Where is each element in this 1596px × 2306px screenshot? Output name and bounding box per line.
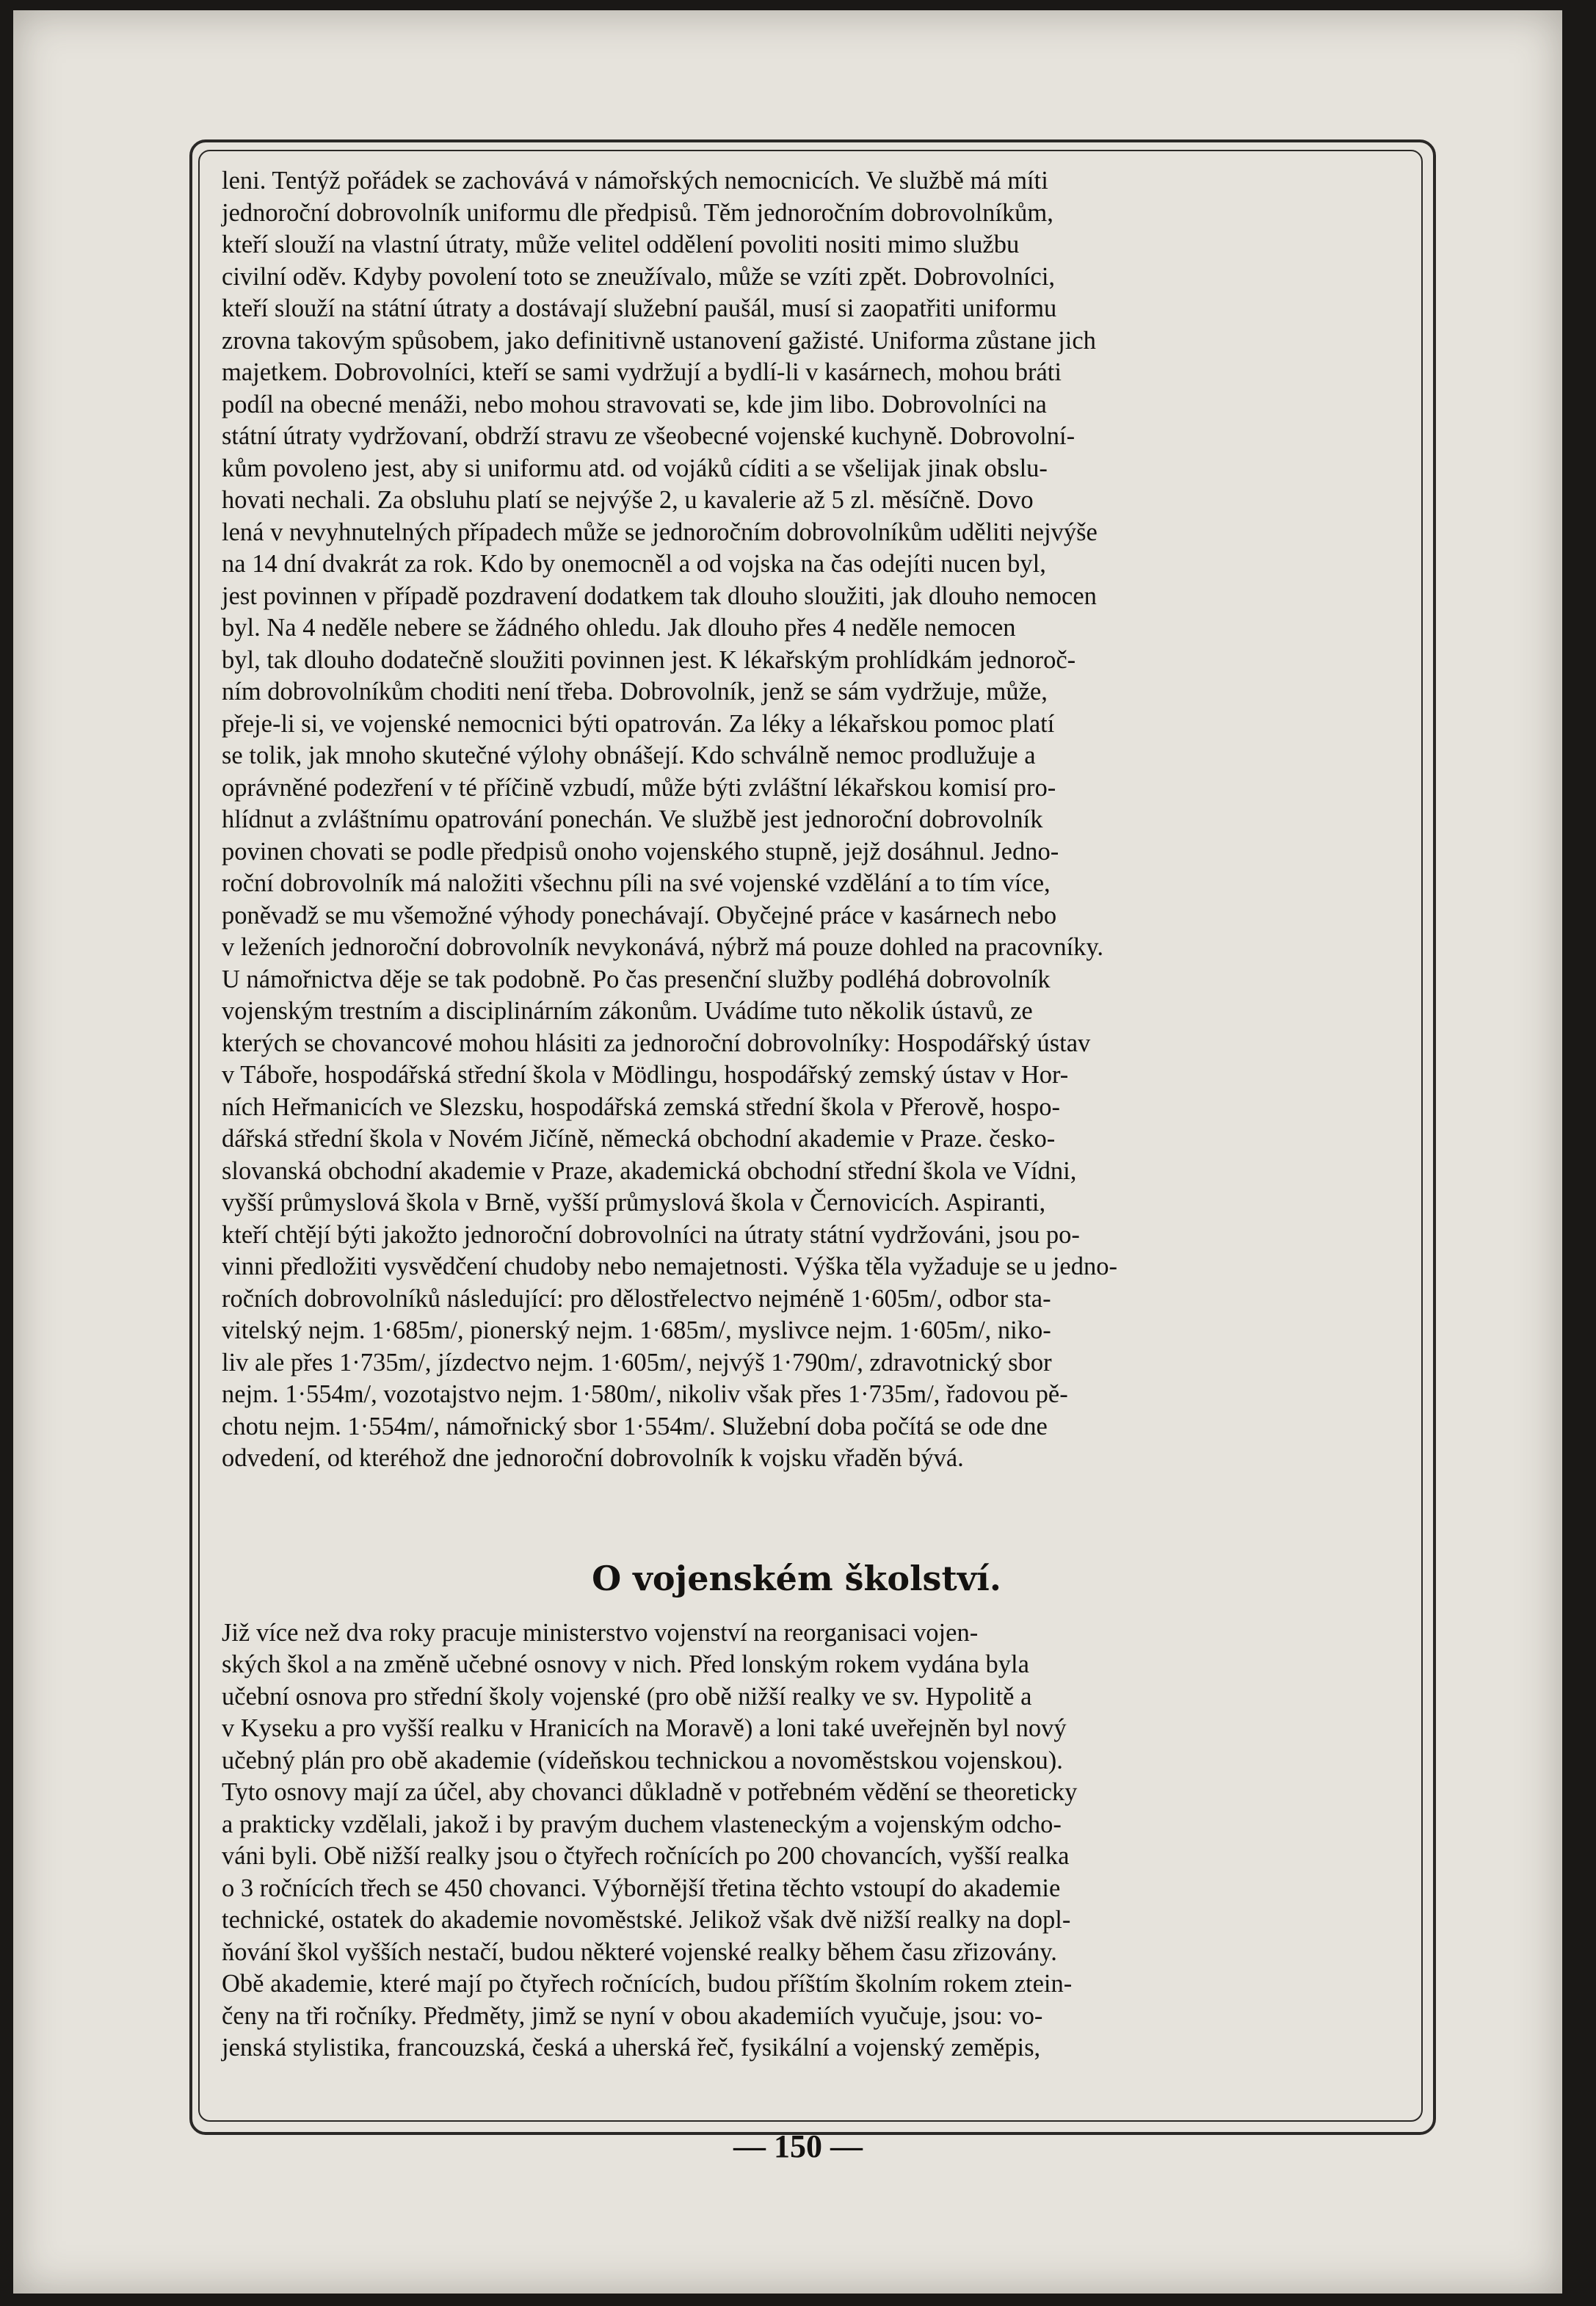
text-line: ním dobrovolníkům choditi není třeba. Dobrovolník, jenž se sám vydržuje, může, bbox=[222, 678, 1048, 706]
text-line: technické, ostatek do akademie novoměstské. Jelikož však dvě nižší realky na dopl- bbox=[222, 1906, 1071, 1934]
text-line: vojenským trestním a disciplinárním zákonům. Uvádíme tuto několik ústavů, ze bbox=[222, 997, 1033, 1025]
text-line: učební osnova pro střední školy vojenské (pro obě nižší realky ve sv. Hypolitě a bbox=[222, 1682, 1032, 1711]
text-line: slovanská obchodní akademie v Praze, akademická obchodní střední škola ve Vídni, bbox=[222, 1156, 1077, 1185]
text-line: v leženích jednoroční dobrovolník nevykonává, nýbrž má pouze dohled na pracovníky. bbox=[222, 933, 1104, 961]
text-line: kterých se chovancové mohou hlásiti za jednoroční dobrovolníky: Hospodářský ústav bbox=[222, 1029, 1091, 1057]
text-line: dářská střední škola v Novém Jičíně, německá obchodní akademie v Praze. česko- bbox=[222, 1125, 1056, 1153]
text-line: přeje-li si, ve vojenské nemocnici býti opatrován. Za léky a lékařskou pomoc platí bbox=[222, 709, 1055, 738]
text-line: liv ale přes 1·735m/, jízdectvo nejm. 1·605m/, nejvýš 1·790m/, zdravotnický sbor bbox=[222, 1348, 1052, 1377]
text-line: Tyto osnovy mají za účel, aby chovanci důkladně v potřebném vědění se theoreticky bbox=[222, 1778, 1078, 1806]
text-line: zrovna takovým spůsobem, jako definitivně ustanovení gažisté. Uniforma zůstane jich bbox=[222, 326, 1096, 355]
text-line: leni. Tentýž pořádek se zachovává v námořských nemocnicích. Ve službě má míti bbox=[222, 167, 1048, 195]
text-line: jenská stylistika, francouzská, česká a uherská řeč, fysikální a vojenský zeměpis, bbox=[222, 2034, 1041, 2062]
text-line: ročních dobrovolníků následující: pro dělostřelectvo nejméně 1·605m/, odbor sta- bbox=[222, 1284, 1051, 1313]
text-line: a prakticky vzdělali, jakož i by pravým duchem vlasteneckým a vojenským odcho- bbox=[222, 1810, 1062, 1838]
text-block bbox=[222, 165, 1371, 2064]
text-line: v Kyseku a pro vyšší realku v Hranicích na Moravě) a loni také uveřejněn byl nový bbox=[222, 1714, 1067, 1742]
text-line: hovati nechali. Za obsluhu platí se nejvýše 2, u kavalerie až 5 zl. měsíčně. Dovo bbox=[222, 486, 1034, 514]
text-line: v Táboře, hospodářská střední škola v Mödlingu, hospodářský zemský ústav v Hor- bbox=[222, 1061, 1069, 1089]
text-line: kteří chtějí býti jakožto jednoroční dobrovolníci na útraty státní vydržováni, jsou po- bbox=[222, 1220, 1080, 1249]
text-line: roční dobrovolník má naložiti všechnu píli na své vojenské vzdělání a to tím více, bbox=[222, 869, 1051, 897]
text-line: oprávněné podezření v té příčině vzbudí, může býti zvláštní lékařskou komisí pro- bbox=[222, 773, 1056, 802]
text-line: kům povoleno jest, aby si uniformu atd. od vojáků cíditi a se všelijak jinak obslu- bbox=[222, 454, 1048, 482]
text-line: kteří slouží na státní útraty a dostávají služební paušál, musí si zaopatřiti uniformu bbox=[222, 294, 1057, 322]
section-heading: O vojenském školství. bbox=[592, 1558, 1001, 1598]
text-line: ních Heřmanicích ve Slezsku, hospodářská zemská střední škola v Přerově, hospo- bbox=[222, 1092, 1061, 1121]
text-line: jednoroční dobrovolník uniformu dle předpisů. Těm jednoročním dobrovolníkům, bbox=[222, 198, 1053, 227]
text-line: majetkem. Dobrovolníci, kteří se sami vydržují a bydlí-li v kasárnech, mohou bráti bbox=[222, 358, 1062, 386]
text-line: vyšší průmyslová škola v Brně, vyšší průmyslová škola v Černovicích. Aspiranti, bbox=[222, 1189, 1046, 1217]
text-line: podíl na obecné menáži, nebo mohou stravovati se, kde jim libo. Dobrovolníci na bbox=[222, 390, 1047, 418]
text-line: kteří slouží na vlastní útraty, může velitel oddělení povoliti nositi mimo službu bbox=[222, 231, 1020, 258]
text-line: učebný plán pro obě akademie (vídeňskou technickou a novoměstskou vojenskou). bbox=[222, 1746, 1063, 1774]
body-paragraph-military-schools bbox=[222, 1617, 1371, 2064]
text-line: státní útraty vydržovaní, obdrží stravu ze všeobecné vojenské kuchyně. Dobrovolní- bbox=[222, 422, 1076, 450]
text-line: nejm. 1·554m/, vozotajstvo nejm. 1·580m/, nikoliv však přes 1·735m/, řadovou pě- bbox=[222, 1380, 1068, 1408]
text-line: poněvadž se mu všemožné výhody ponechávají. Obyčejné práce v kasárnech nebo bbox=[222, 901, 1057, 929]
text-line: byl, tak dlouho dodatečně sloužiti povinnen jest. K lékařským prohlídkám jednoroč- bbox=[222, 645, 1076, 674]
text-line: o 3 ročnících třech se 450 chovanci. Výbornější třetina těchto vstoupí do akademie bbox=[222, 1874, 1061, 1902]
text-line: Již více než dva roky pracuje ministerstvo vojenství na reorganisaci vojen- bbox=[222, 1618, 979, 1647]
text-line: odvedení, od kteréhož dne jednoroční dobrovolník k vojsku vřaděn bývá. bbox=[222, 1444, 964, 1472]
text-line: vinni předložiti vysvědčení chudoby nebo nemajetnosti. Výška těla vyžaduje se u jedno- bbox=[222, 1252, 1117, 1280]
text-line: na 14 dní dvakrát za rok. Kdo by onemocněl a od vojska na čas odejíti nucen byl, bbox=[222, 550, 1046, 578]
text-line: civilní oděv. Kdyby povolení toto se zneužívalo, může se vzíti zpět. Dobrovolníci, bbox=[222, 262, 1056, 291]
text-line: čeny na tři ročníky. Předměty, jimž se nyní v obou akademiích vyučuje, jsou: vo- bbox=[222, 2001, 1043, 2030]
text-line: U námořnictva děje se tak podobně. Po čas presenční služby podléhá dobrovolník bbox=[222, 965, 1051, 993]
text-line: se tolik, jak mnoho skutečné výlohy obnášejí. Kdo schválně nemoc prodlužuje a bbox=[222, 742, 1036, 769]
text-line: Obě akademie, které mají po čtyřech ročnících, budou příštím školním rokem ztein- bbox=[222, 1970, 1073, 1998]
text-line: jest povinnen v případě pozdravení dodatkem tak dlouho sloužiti, jak dlouho nemocen bbox=[222, 581, 1097, 610]
text-line: chotu nejm. 1·554m/, námořnický sbor 1·554m/. Služební doba počítá se ode dne bbox=[222, 1412, 1048, 1440]
page-number: — 150 — bbox=[733, 2128, 863, 2164]
text-line: byl. Na 4 neděle nebere se žádného ohledu. Jak dlouho přes 4 neděle nemocen bbox=[222, 614, 1016, 642]
text-line: ských škol a na změně učebné osnovy v nich. Před lonským rokem vydána byla bbox=[222, 1650, 1029, 1678]
text-line: vitelský nejm. 1·685m/, pionerský nejm. 1·685m/, myslivce nejm. 1·605m/, niko- bbox=[222, 1316, 1051, 1344]
text-line: hlídnut a zvláštnímu opatrování ponechán. Ve službě jest jednoroční dobrovolník bbox=[222, 805, 1043, 833]
text-line: ňování škol vyšších nestačí, budou některé vojenské realky během času zřizovány. bbox=[222, 1937, 1057, 1966]
body-paragraph-volunteers bbox=[222, 165, 1371, 1475]
text-line: povinen chovati se podle předpisů onoho vojenského stupně, jejž dosáhnul. Jedno- bbox=[222, 837, 1059, 866]
text-line: váni byli. Obě nižší realky jsou o čtyřech ročnících po 200 chovancích, vyšší realka bbox=[222, 1842, 1070, 1870]
text-line: lená v nevyhnutelných případech může se jednoročním dobrovolníkům uděliti nejvýše bbox=[222, 518, 1098, 546]
